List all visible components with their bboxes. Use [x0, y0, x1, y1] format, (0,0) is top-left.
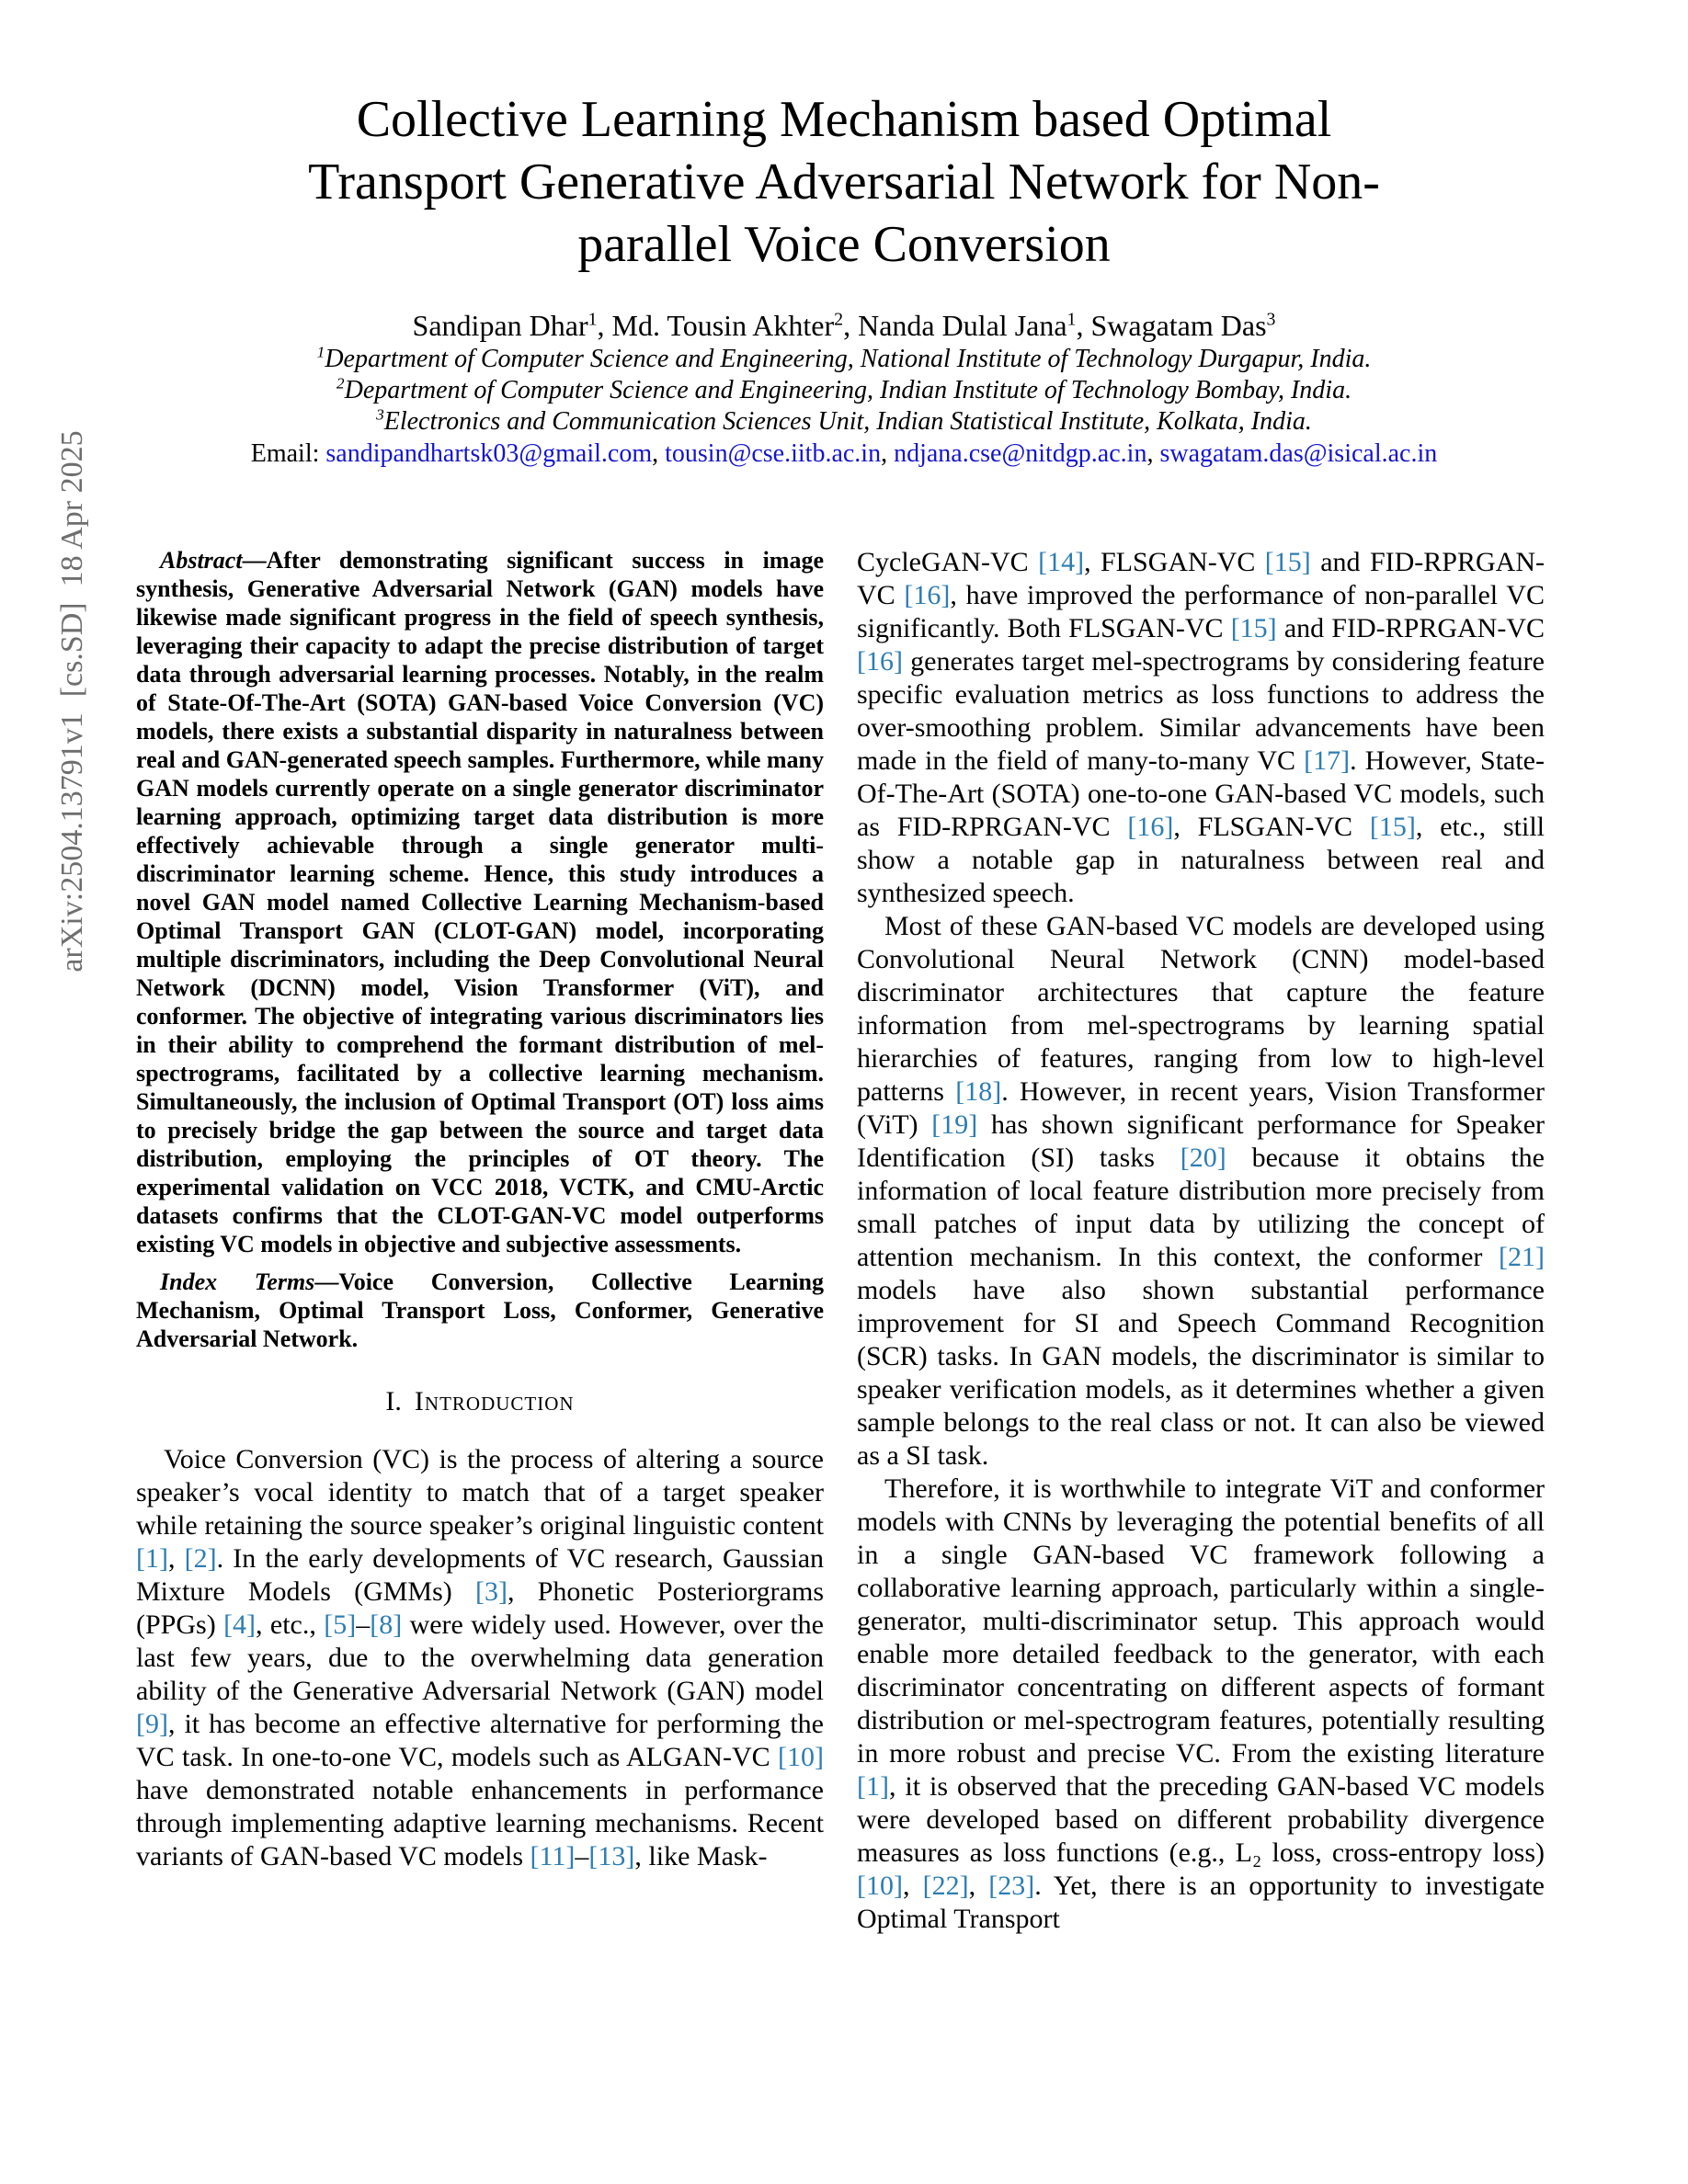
- email-link[interactable]: ndjana.cse@nitdgp.ac.in: [894, 439, 1147, 468]
- affiliation-line-1: $^1$Department of Computer Science and Engineering, National Institute of Technology Durgapur, India.: [316, 343, 1372, 373]
- citation-link[interactable]: [2]: [184, 1543, 217, 1574]
- citation-link[interactable]: [13]: [588, 1841, 635, 1871]
- citation-link[interactable]: [1]: [136, 1543, 168, 1574]
- citation-link[interactable]: [1]: [857, 1771, 889, 1802]
- email-link[interactable]: tousin@cse.iitb.ac.in: [665, 439, 882, 468]
- citation-link[interactable]: [14]: [1038, 547, 1085, 577]
- abstract-paragraph: [136, 546, 824, 1258]
- abstract-label: Abstract: [160, 547, 243, 574]
- citation-link[interactable]: [10]: [778, 1742, 824, 1772]
- index-terms-paragraph: [136, 1268, 824, 1353]
- email-links: sandipandhartsk03@gmail.com, tousin@cse.iitb.ac.in, ndjana.cse@nitdgp.ac.in, swagatam.das@isical.ac.in: [325, 439, 1438, 468]
- section-heading-introduction: [136, 1386, 824, 1417]
- email-link[interactable]: sandipandhartsk03@gmail.com: [325, 439, 653, 468]
- citation-link[interactable]: [15]: [1264, 547, 1311, 577]
- affiliation-line-2: $^2$Department of Computer Science and Engineering, Indian Institute of Technology Bombay, India.: [336, 374, 1352, 404]
- citation-link[interactable]: [4]: [223, 1610, 257, 1640]
- superscript: 1: [1066, 309, 1077, 330]
- intro-paragraph-1: Voice Conversion (VC) is the process of altering a source speaker’s vocal identity to match that of a target speaker while retaining the source speaker’s original linguistic content [1], [2]. In the early developments of VC research, Gaussian Mixture Models (GMMs) [3], Phonetic Posteriorgrams (PPGs) [4], etc., [5]–[8] were widely used. However, over the last few years, due to the overwhelming data generation ability of the Generative Adversarial Network (GAN) model [9], it has become an effective alternative for performing the VC task. In one-to-one VC, models such as ALGAN-VC [10] have demonstrated notable enhancements in performance through implementing adaptive learning mechanisms. Recent variants of GAN-based VC models [11]–[13], like Mask-: [136, 1444, 825, 1871]
- email-link[interactable]: swagatam.das@isical.ac.in: [1159, 439, 1438, 468]
- superscript: 2: [336, 374, 345, 392]
- superscript: 1: [587, 309, 598, 330]
- section-number: I.: [385, 1386, 402, 1416]
- citation-link[interactable]: [15]: [1230, 613, 1277, 643]
- citation-link[interactable]: [19]: [931, 1109, 978, 1140]
- paper-title: Collective Learning Mechanism based Optimal Transport Generative Adversarial Network for Non-parallel Voice Conversion: [308, 91, 1380, 273]
- citation-link[interactable]: [11]: [530, 1841, 576, 1871]
- arxiv-stamp: arXiv:2504.13791v1 [cs.SD] 18 Apr 2025: [55, 430, 89, 973]
- index-terms-label: Index Terms: [160, 1268, 315, 1295]
- citation-link[interactable]: [5]: [324, 1610, 357, 1640]
- citation-link[interactable]: [15]: [1369, 812, 1416, 842]
- superscript: 1: [316, 343, 325, 361]
- citation-link[interactable]: [22]: [922, 1871, 969, 1901]
- email-label: Email:: [250, 439, 326, 468]
- email-row: [0, 438, 1688, 471]
- citation-link[interactable]: [10]: [857, 1871, 903, 1901]
- superscript: 3: [1266, 309, 1276, 330]
- intro-paragraph-1-continued: CycleGAN-VC [14], FLSGAN-VC [15] and FID-RPRGAN-VC [16], have improved the performance of non-parallel VC significantly. Both FLSGAN-VC [15] and FID-RPRGAN-VC [16] generates target mel-spectrograms by considering feature specific evaluation metrics as loss functions to address the over-smoothing problem. Similar advancements have been made in the field of many-to-many VC [17]. However, State-Of-The-Art (SOTA) one-to-one GAN-based VC models, such as FID-RPRGAN-VC [16], FLSGAN-VC [15], etc., still show a notable gap in naturalness between real and synthesized speech.: [857, 547, 1545, 908]
- affiliation-line-3: $^3$Electronics and Communication Sciences Unit, Indian Statistical Institute, Kolkata, India.: [376, 405, 1312, 436]
- citation-link[interactable]: [16]: [1127, 812, 1174, 842]
- authors-line: Sandipan Dhar$^1$, Md. Tousin Akhter$^2$, Nanda Dulal Jana$^1$, Swagatam Das$^3$: [412, 309, 1276, 342]
- superscript: 3: [376, 405, 384, 424]
- intro-paragraph-2: Most of these GAN-based VC models are developed using Convolutional Neural Network (CNN) model-based discriminator architectures that capture the feature information from mel-spectrograms by learning spatial hierarchies of features, ranging from low to high-level patterns [18]. However, in recent years, Vision Transformer (ViT) [19] has shown significant performance for Speaker Identification (SI) tasks [20] because it obtains the information of local feature distribution more precisely from small patches of input data by utilizing the concept of attention mechanism. In this context, the conformer [21] models have also shown substantial performance improvement for SI and Speech Command Recognition (SCR) tasks. In GAN models, the discriminator is similar to speaker verification models, as it determines whether a given sample belongs to the real class or not. It can also be viewed as a SI task.: [857, 911, 1545, 1471]
- citation-link[interactable]: [17]: [1304, 745, 1351, 776]
- left-column: [136, 546, 824, 1873]
- citation-link[interactable]: [23]: [988, 1871, 1035, 1901]
- citation-link[interactable]: [9]: [136, 1709, 168, 1739]
- intro-paragraph-3: Therefore, it is worthwhile to integrate ViT and conformer models with CNNs by leveraging the potential benefits of all in a single GAN-based VC framework following a collaborative learning approach, particularly within a single-generator, multi-discriminator setup. This approach would enable more detailed feedback to the generator, with each discriminator concentrating on different aspects of formant distribution or mel-spectrogram features, potentially resulting in more robust and precise VC. From the existing literature [1], it is observed that the preceding GAN-based VC models were developed based on different probability divergence measures as loss functions (e.g., L₂ loss, cross-entropy loss) [10], [22], [23]. Yet, there is an opportunity to investigate Optimal Transport: [857, 1473, 1545, 1934]
- abstract-text: —After demonstrating significant success in image synthesis, Generative Adversarial Network (GAN) models have likewise made significant progress in the field of speech synthesis, leveraging their capacity to adapt the precise distribution of target data through adversarial learning processes. Notably, in the realm of State-Of-The-Art (SOTA) GAN-based Voice Conversion (VC) models, there exists a substantial disparity in naturalness between real and GAN-generated speech samples. Furthermore, while many GAN models currently operate on a single generator discriminator learning approach, optimizing target data distribution is more effectively achievable through a single generator multi-discriminator learning scheme. Hence, this study introduces a novel GAN model named Collective Learning Mechanism-based Optimal Transport GAN (CLOT-GAN) model, incorporating multiple discriminators, including the Deep Convolutional Neural Network (DCNN) model, Vision Transformer (ViT), and conformer. The objective of integrating various discriminators lies in their ability to comprehend the formant distribution of mel-spectrograms, facilitated by a collective learning mechanism. Simultaneously, the inclusion of Optimal Transport (OT) loss aims to precisely bridge the gap between the source and target data distribution, employing the principles of OT theory. The experimental validation on VCC 2018, VCTK, and CMU-Arctic datasets confirms that the CLOT-GAN-VC model outperforms existing VC models in objective and subjective assessments.: [136, 547, 824, 1257]
- citation-link[interactable]: [16]: [904, 580, 951, 610]
- citation-link[interactable]: [16]: [857, 646, 903, 677]
- superscript: 2: [834, 309, 844, 330]
- citation-link[interactable]: [20]: [1180, 1143, 1226, 1173]
- citation-link[interactable]: [21]: [1499, 1242, 1545, 1272]
- right-column: [857, 546, 1545, 1936]
- citation-link[interactable]: [8]: [370, 1610, 403, 1640]
- citation-link[interactable]: [3]: [474, 1576, 508, 1607]
- title-block: [0, 88, 1688, 471]
- index-terms-text: —Voice Conversion, Collective Learning Mechanism, Optimal Transport Loss, Conformer, Generative Adversarial Network.: [136, 1268, 824, 1352]
- citation-link[interactable]: [18]: [955, 1076, 1002, 1107]
- section-title: Introduction: [414, 1386, 575, 1416]
